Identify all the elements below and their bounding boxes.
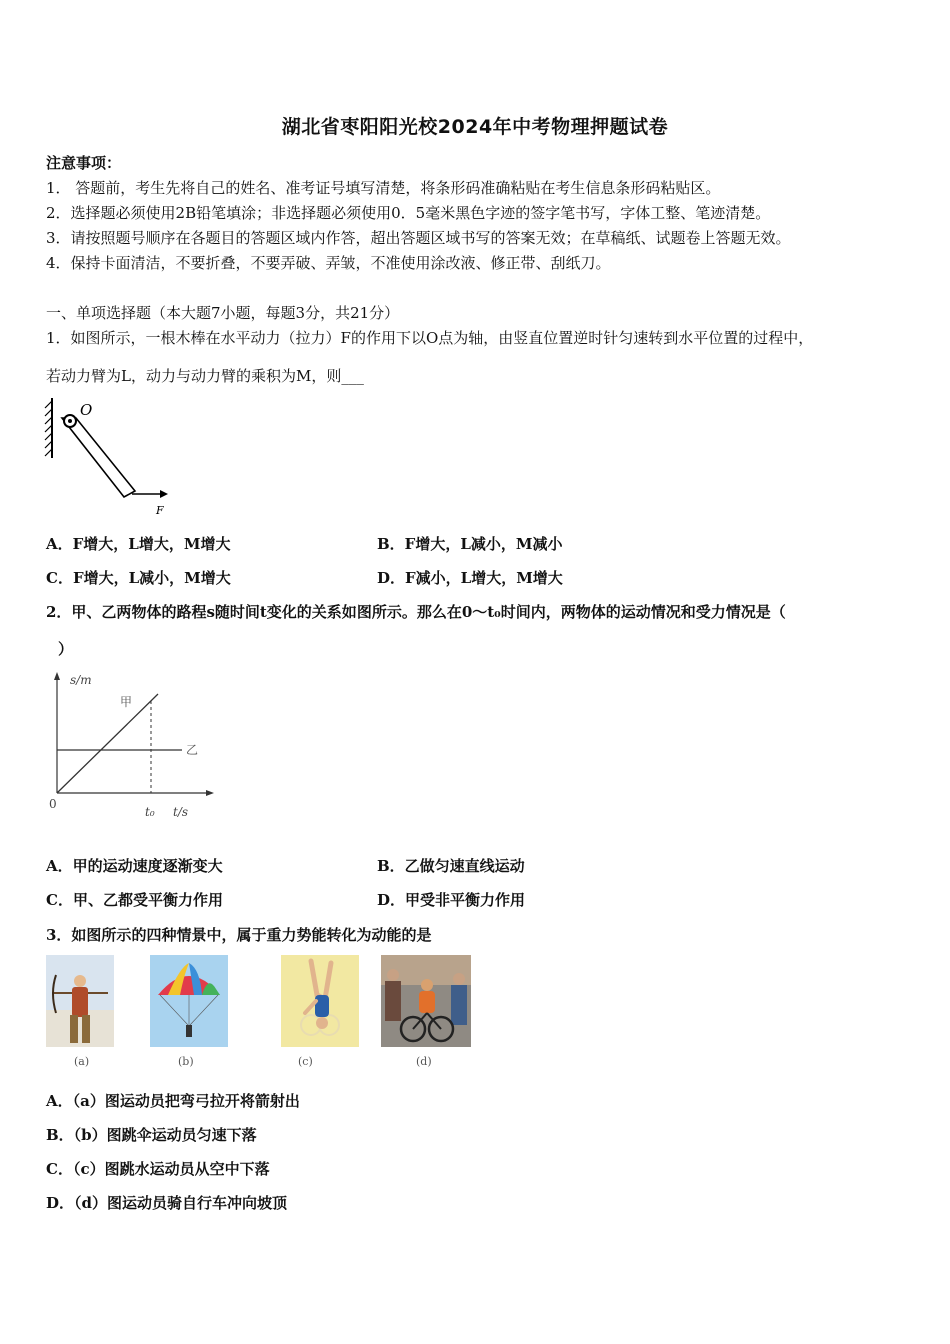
photo-label-c: (c) xyxy=(298,1055,313,1068)
q1-option-c[interactable]: C．F增大，L减小，M增大 xyxy=(46,569,231,587)
y-axis-label: s/m xyxy=(70,673,92,687)
label-o: O xyxy=(80,401,93,419)
wooden-rod xyxy=(62,418,135,497)
q3-option-b[interactable]: B．（b）图跳伞运动员匀速下落 xyxy=(46,1126,257,1144)
q3-option-c[interactable]: C．（c）图跳水运动员从空中下落 xyxy=(46,1160,270,1178)
q1-option-b[interactable]: B．F增大，L减小，M减小 xyxy=(377,535,563,553)
wall-hatch xyxy=(45,401,52,456)
q3-option-a[interactable]: A．（a）图运动员把弯弓拉开将箭射出 xyxy=(46,1092,300,1110)
q2-option-a[interactable]: A．甲的运动速度逐渐变大 xyxy=(46,857,223,875)
q2-text-line1: 2．甲、乙两物体的路程s随时间t变化的关系如图所示。那么在0～t₀时间内，两物体的运动情况和受力情况是（ xyxy=(46,603,786,621)
x-axis-label: t/s xyxy=(173,805,189,819)
photo-label-a: (a) xyxy=(74,1055,90,1068)
origin-label: 0 xyxy=(49,797,57,811)
q1-option-d[interactable]: D．F减小，L增大，M增大 xyxy=(377,569,563,587)
photo-label-b: (b) xyxy=(178,1055,194,1068)
label-yi: 乙 xyxy=(186,743,199,757)
notice-item-4: 4．保持卡面清洁，不要折叠，不要弄破、弄皱，不准使用涂改液、修正带、刮纸刀。 xyxy=(46,254,611,272)
notice-item-1: 1． 答题前，考生先将自己的姓名、准考证号填写清楚，将条形码准确粘贴在考生信息条形码粘贴区。 xyxy=(46,179,721,197)
section-heading: 一、单项选择题（本大题7小题，每题3分，共21分） xyxy=(46,304,400,322)
photo-archer xyxy=(46,955,114,1047)
notice-item-3: 3．请按照题号顺序在各题目的答题区域内作答，超出答题区域书写的答案无效；在草稿纸、试题卷上答题无效。 xyxy=(46,229,791,247)
q2-text-line2: ） xyxy=(58,640,74,658)
notice-item-2: 2．选择题必须使用2B铅笔填涂；非选择题必须使用0．5毫米黑色字迹的签字笔书写，字体工整、笔迹清楚。 xyxy=(46,204,771,222)
q1-option-a[interactable]: A．F增大，L增大，M增大 xyxy=(46,535,231,553)
q2-option-c[interactable]: C．甲、乙都受平衡力作用 xyxy=(46,891,223,909)
page-title: 湖北省枣阳阳光校2024年中考物理押题试卷 xyxy=(281,116,669,138)
q1-text-line2: 若动力臂为L，动力与动力臂的乘积为M，则___ xyxy=(46,367,364,385)
q3-option-d[interactable]: D．（d）图运动员骑自行车冲向坡顶 xyxy=(46,1194,287,1212)
photo-cyclist xyxy=(381,955,471,1047)
q3-text-line1: 3．如图所示的四种情景中，属于重力势能转化为动能的是 xyxy=(46,926,432,944)
q2-distance-time-graph xyxy=(40,668,220,826)
photo-label-d: (d) xyxy=(416,1055,432,1068)
photo-parachute xyxy=(150,955,228,1047)
q2-option-b[interactable]: B．乙做匀速直线运动 xyxy=(377,857,525,875)
q1-text-line1: 1．如图所示，一根木棒在水平动力（拉力）F的作用下以O点为轴，由竖直位置逆时针匀速转到水平位置的过程中， xyxy=(46,329,814,347)
label-f: F xyxy=(156,504,164,517)
line-jia xyxy=(57,694,158,793)
t0-label: t₀ xyxy=(145,805,155,819)
photo-diver xyxy=(281,955,359,1047)
notice-heading: 注意事项： xyxy=(46,154,122,172)
label-jia: 甲 xyxy=(120,695,133,709)
q1-lever-figure xyxy=(40,393,180,518)
q2-option-d[interactable]: D．甲受非平衡力作用 xyxy=(377,891,526,909)
force-arrowhead xyxy=(160,490,168,498)
